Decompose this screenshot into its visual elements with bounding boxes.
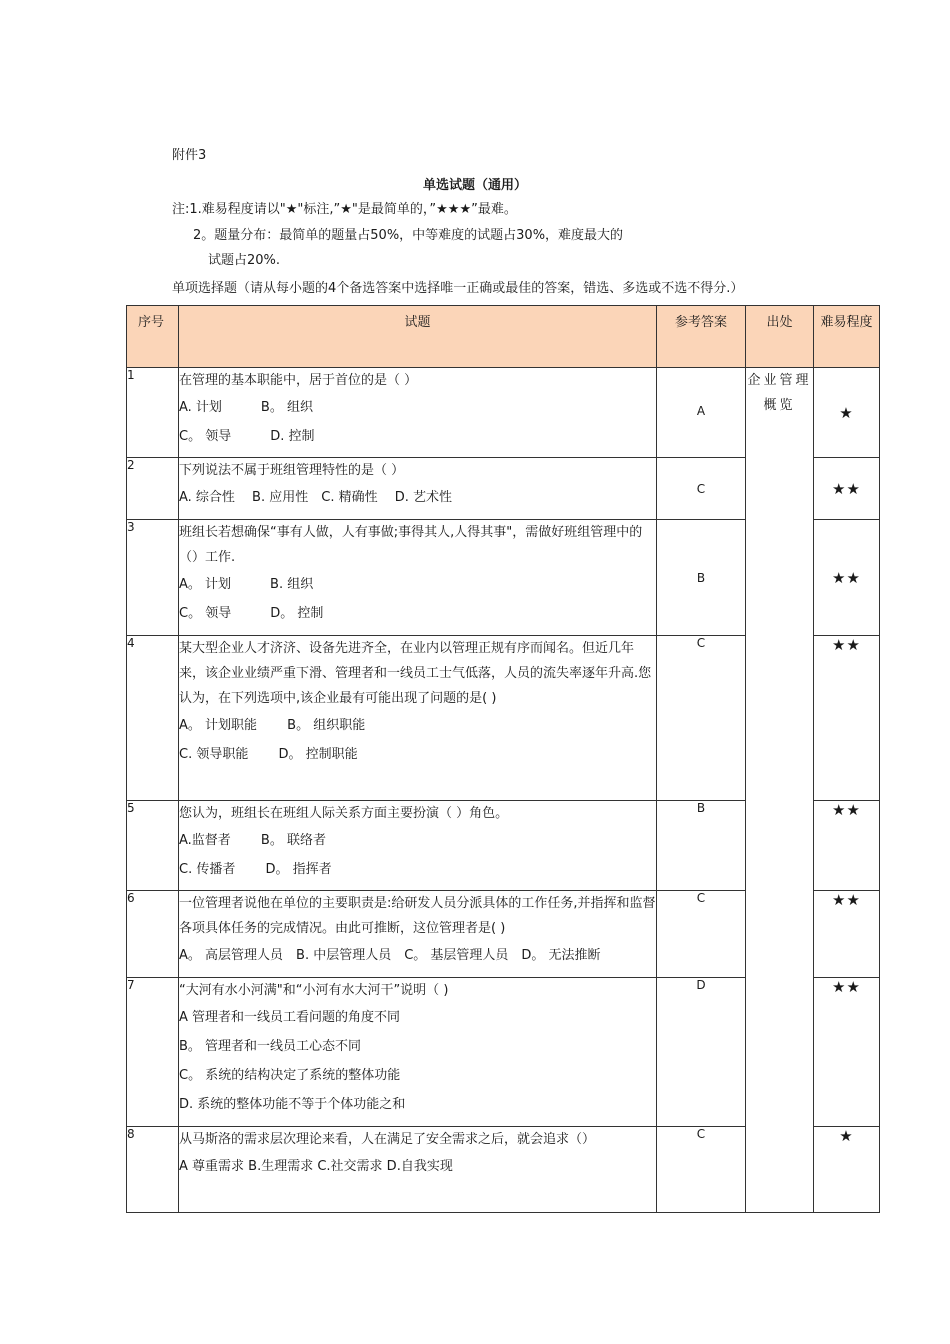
question-cell	[179, 891, 657, 978]
answer-cell: C	[657, 636, 746, 801]
section-instruction: 单项选择题（请从每小题的4个备选答案中选择唯一正确或最佳的答案，错选、多选或不选不得分.）	[172, 281, 744, 296]
answer-cell: C	[657, 1127, 746, 1213]
question-option: A。 高层管理人员 B. 中层管理人员 C。 基层管理人员 D。 无法推断	[179, 948, 601, 963]
question-option: A. 计划 B。 组织	[179, 400, 313, 415]
row-number: 2	[127, 458, 179, 520]
question-stem: 一位管理者说他在单位的主要职责是:给研发人员分派具体的工作任务,并指挥和监督各项具体任务的完成情况。由此可推断，这位管理者是( )	[179, 896, 656, 936]
source-cell: 企业管理概览	[746, 368, 814, 1213]
question-option: A。 计划 B. 组织	[179, 577, 314, 592]
answer-cell: C	[657, 458, 746, 520]
answer-cell: B	[657, 801, 746, 891]
question-option: A 管理者和一线员工看问题的角度不同	[179, 1010, 401, 1025]
question-stem: 在管理的基本职能中，居于首位的是（ ）	[179, 373, 418, 388]
question-option: D. 系统的整体功能不等于个体功能之和	[179, 1097, 406, 1112]
question-stem: 您认为，班组长在班组人际关系方面主要扮演（ ）角色。	[179, 806, 509, 821]
difficulty-stars: ★★	[814, 636, 880, 801]
question-option: C。 领导 D. 控制	[179, 429, 315, 444]
difficulty-stars: ★★	[814, 978, 880, 1127]
answer-cell: B	[657, 520, 746, 636]
difficulty-stars: ★	[814, 1127, 880, 1213]
difficulty-stars: ★★	[814, 801, 880, 891]
question-cell	[179, 636, 657, 801]
question-cell	[179, 978, 657, 1127]
question-cell	[179, 458, 657, 520]
question-cell	[179, 368, 657, 458]
question-option: C。 领导 D。 控制	[179, 606, 324, 621]
row-number: 8	[127, 1127, 179, 1213]
note-line-2: 2。题量分布：最简单的题量占50%，中等难度的试题占30%，难度最大的	[193, 228, 624, 243]
difficulty-stars: ★★	[814, 891, 880, 978]
header-source: 出处	[746, 306, 814, 368]
header-answer: 参考答案	[657, 306, 746, 368]
question-option: C. 传播者 D。 指挥者	[179, 862, 332, 877]
difficulty-stars: ★★	[814, 520, 880, 636]
header-question: 试题	[179, 306, 657, 368]
question-option: A. 综合性 B. 应用性 C. 精确性 D. 艺术性	[179, 490, 452, 505]
question-table	[126, 305, 880, 1213]
note-line-3: 试题占20%.	[208, 253, 281, 268]
row-number: 3	[127, 520, 179, 636]
question-stem: 班组长若想确保“事有人做，人有事做;事得其人,人得其事"，需做好班组管理中的（）工作.	[179, 525, 643, 565]
question-stem: 下列说法不属于班组管理特性的是（ ）	[179, 463, 405, 478]
header-difficulty: 难易程度	[814, 306, 880, 368]
row-number: 1	[127, 368, 179, 458]
table-header-row	[127, 306, 880, 368]
question-stem: “大河有水小河满"和“小河有水大河干”说明（ )	[179, 983, 449, 998]
header-no: 序号	[127, 306, 179, 368]
question-option: C。 系统的结构决定了系统的整体功能	[179, 1068, 401, 1083]
question-stem: 某大型企业人才济济、设备先进齐全，在业内以管理正规有序而闻名。但近几年来，该企业业绩严重下滑、管理者和一线员工士气低落，人员的流失率逐年升高.您认为，在下列选项中,该企业最有可能出现了问题的是( )	[179, 641, 652, 706]
question-option: B。 管理者和一线员工心态不同	[179, 1039, 362, 1054]
note-line-1: 注:1.难易程度请以"★"标注,”★"是最简单的，”★★★”最难。	[172, 202, 517, 217]
question-stem: 从马斯洛的需求层次理论来看，人在满足了安全需求之后，就会追求（）	[179, 1132, 596, 1147]
question-option: A。 计划职能 B。 组织职能	[179, 718, 366, 733]
document-title: 单选试题（通用）	[422, 178, 527, 193]
question-cell	[179, 520, 657, 636]
difficulty-stars: ★	[814, 368, 880, 458]
question-option: A.监督者 B。 联络者	[179, 833, 326, 848]
attachment-label: 附件3	[172, 148, 207, 163]
question-cell	[179, 801, 657, 891]
row-number: 7	[127, 978, 179, 1127]
answer-cell: D	[657, 978, 746, 1127]
row-number: 5	[127, 801, 179, 891]
row-number: 4	[127, 636, 179, 801]
answer-cell: C	[657, 891, 746, 978]
question-option: C. 领导职能 D。 控制职能	[179, 747, 358, 762]
question-cell	[179, 1127, 657, 1213]
row-number: 6	[127, 891, 179, 978]
difficulty-stars: ★★	[814, 458, 880, 520]
question-option: A 尊重需求 B.生理需求 C.社交需求 D.自我实现	[179, 1159, 453, 1174]
table-row	[127, 368, 880, 458]
answer-cell: A	[657, 368, 746, 458]
